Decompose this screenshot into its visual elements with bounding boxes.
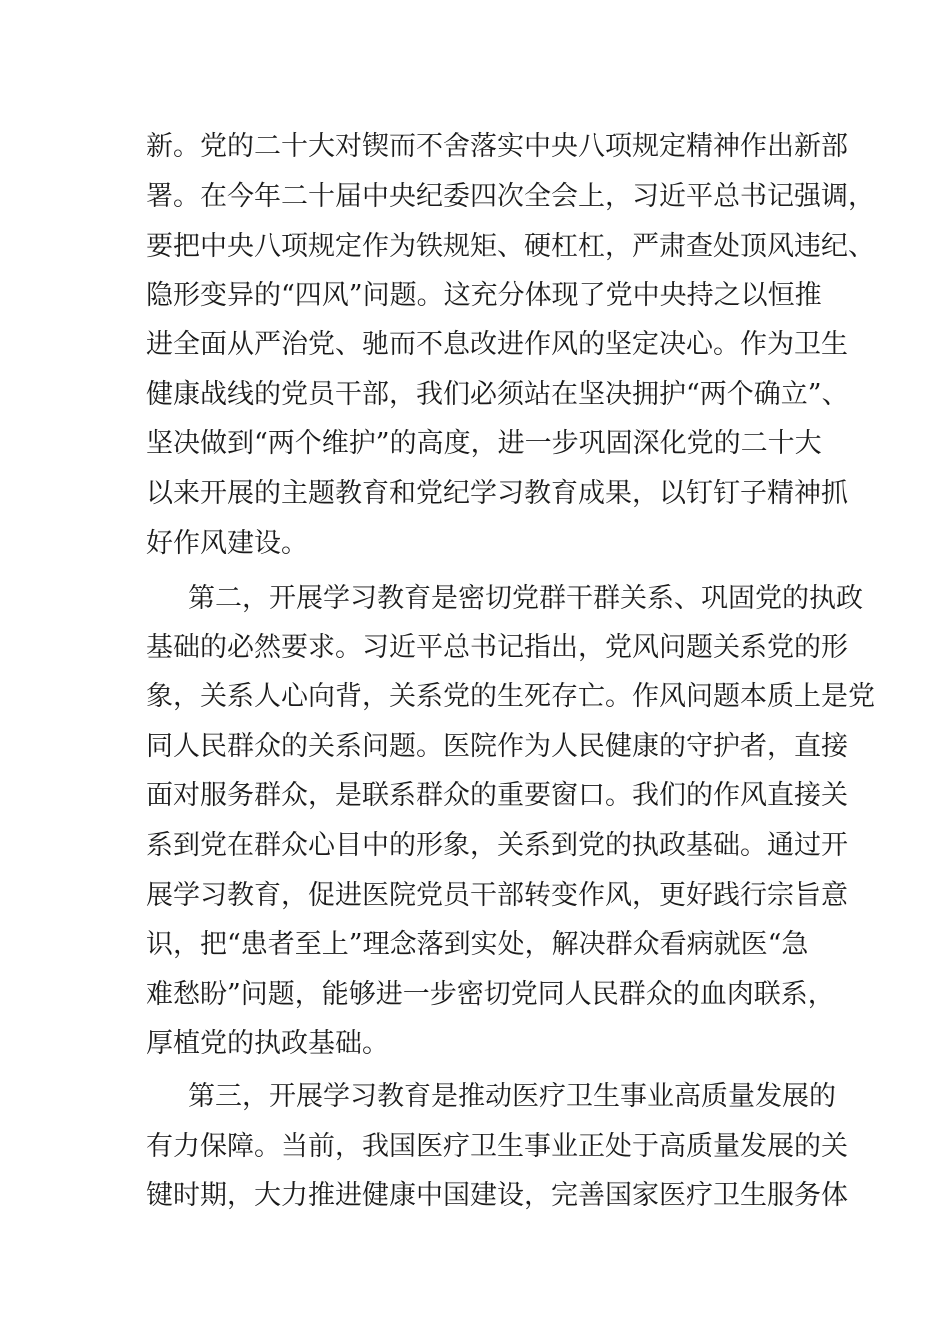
text-line-6: 健康战线的党员干部，我们必须站在坚决拥护“两个确立”、 (146, 379, 849, 410)
text-line-18: 难愁盼”问题，能够进一步密切党同人民群众的血肉联系， (146, 979, 835, 1010)
text-line-14: 面对服务群众，是联系群众的重要窗口。我们的作风直接关 (146, 780, 848, 811)
text-line-8: 以来开展的主题教育和党纪学习教育成果，以钉钉子精神抓 (146, 478, 848, 509)
text-line-4: 隐形变异的“四风”问题。这充分体现了党中央持之以恒推 (146, 280, 822, 311)
text-line-16: 展学习教育，促进医院党员干部转变作风，更好践行宗旨意 (146, 880, 848, 911)
text-line-13: 同人民群众的关系问题。医院作为人民健康的守护者，直接 (146, 731, 848, 762)
text-line-19: 厚植党的执政基础。 (146, 1028, 389, 1059)
text-line-5: 进全面从严治党、驰而不息改进作风的坚定决心。作为卫生 (146, 329, 848, 360)
text-line-3: 要把中央八项规定作为铁规矩、硬杠杠，严肃查处顶风违纪、 (146, 231, 875, 262)
text-line-21: 有力保障。当前，我国医疗卫生事业正处于高质量发展的关 (146, 1131, 848, 1162)
text-line-12: 象，关系人心向背，关系党的生死存亡。作风问题本质上是党 (146, 681, 875, 712)
paragraph-3-line-1: 第三，开展学习教育是推动医疗卫生事业高质量发展的 (188, 1081, 836, 1112)
paragraph-2-line-1: 第二，开展学习教育是密切党群干群关系、巩固党的执政 (188, 583, 863, 614)
text-line-17: 识，把“患者至上”理念落到实处，解决群众看病就医“急 (146, 929, 809, 960)
text-line-7: 坚决做到“两个维护”的高度，进一步巩固深化党的二十大 (146, 428, 822, 459)
text-line-2: 署。在今年二十届中央纪委四次全会上，习近平总书记强调， (146, 181, 875, 212)
text-line-15: 系到党在群众心目中的形象，关系到党的执政基础。通过开 (146, 830, 848, 861)
text-line-9: 好作风建设。 (146, 528, 308, 559)
text-line-22: 键时期，大力推进健康中国建设，完善国家医疗卫生服务体 (146, 1180, 848, 1211)
text-line-1: 新。党的二十大对锲而不舍落实中央八项规定精神作出新部 (146, 131, 848, 162)
text-line-11: 基础的必然要求。习近平总书记指出，党风问题关系党的形 (146, 632, 848, 663)
